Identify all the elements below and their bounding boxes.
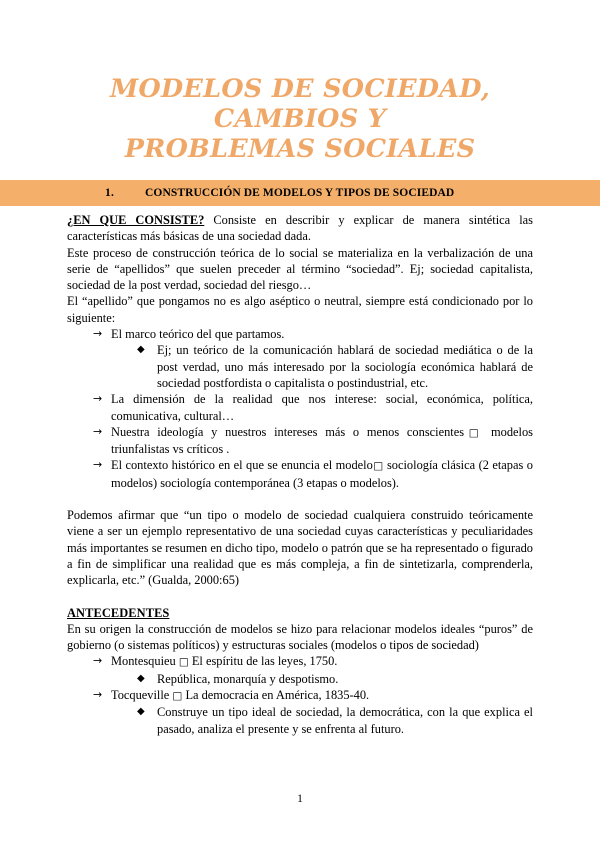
arrow-bullet-icon: → <box>93 327 103 341</box>
list-item-text-after: sociología clásica (2 etapas o modelos) sociología contemporánea (3 etapas o modelos). <box>111 458 533 490</box>
list-item-text-before: Tocqueville <box>111 688 173 703</box>
missing-glyph-box-icon: □ <box>372 460 384 473</box>
list-item-text-before: Nuestra ideología y nuestros intereses más o menos conscientes <box>111 424 465 439</box>
list-item-text-after: La democracia en América, 1835-40. <box>182 688 370 703</box>
list-item-text-before: Montesquieu <box>111 654 179 669</box>
arrow-bullet-icon: → <box>93 458 103 472</box>
diamond-bullet-icon: ◆ <box>137 344 145 356</box>
document-title-line-2: CAMBIOS Y <box>213 104 387 134</box>
spacer <box>67 491 533 507</box>
list-item <box>111 342 533 391</box>
list-item-text-after: El espíritu de las leyes, 1750. <box>188 654 338 669</box>
section-heading: CONSTRUCCIÓN DE MODELOS Y TIPOS DE SOCIEDAD <box>145 187 455 199</box>
paragraph-proceso-construccion: Este proceso de construcción teórica de lo social se materializa en la verbalización de una serie de “apellidos” que suelen preceder al término “sociedad”. Ej; sociedad capitalista, sociedad de la post verdad, sociedad del riesgo… <box>67 245 533 293</box>
arrow-bullet-icon: → <box>93 424 103 438</box>
missing-glyph-box-icon: □ <box>178 656 189 669</box>
list-item <box>67 653 533 687</box>
heading-antecedentes: ANTECEDENTES <box>67 605 170 620</box>
list-item <box>67 687 533 737</box>
document-body <box>67 212 533 737</box>
document-title <box>0 0 600 164</box>
missing-glyph-box-icon: □ <box>464 426 484 439</box>
sublist-montesquieu <box>111 671 533 687</box>
section-number: 1. <box>105 187 115 199</box>
missing-glyph-box-icon: □ <box>172 690 183 703</box>
list-item-text: República, monarquía y despotismo. <box>157 671 339 686</box>
label-en-que-consiste: ¿EN QUE CONSISTE? <box>67 213 205 227</box>
list-item <box>111 704 533 737</box>
paragraph-origen-modelos: En su origen la construcción de modelos se hizo para relacionar modelos ideales “puros” de gobierno (o sistemas políticos) y estructuras sociales (modelos o tipos de sociedad) <box>67 621 533 653</box>
page-number: 1 <box>297 793 303 805</box>
list-item <box>111 671 533 687</box>
sublist-tocqueville <box>111 704 533 737</box>
list-antecedentes <box>67 653 533 736</box>
list-item-text: El marco teórico del que partamos. <box>111 327 285 342</box>
list-item <box>67 457 533 491</box>
paragraph-apellido-condicionado: El “apellido” que pongamos no es algo aséptico o neutral, siempre está condicionado por lo siguiente: <box>67 294 533 325</box>
document-title-line-1: MODELOS DE SOCIEDAD, <box>109 74 491 104</box>
arrow-bullet-icon: → <box>93 392 103 406</box>
list-item <box>67 424 533 458</box>
list-item-text-before: El contexto histórico en el que se enuncia el modelo <box>111 458 373 473</box>
arrow-bullet-icon: → <box>93 688 103 702</box>
paragraph-que-consiste <box>67 212 533 245</box>
list-item <box>67 391 533 424</box>
list-condicionantes <box>67 326 533 491</box>
section-header-band <box>0 180 600 206</box>
sublist-marco-teorico <box>111 342 533 391</box>
text-en-que-consiste: Consiste en describir y explicar de manera sintética las características más básicas de una sociedad dada. <box>67 213 533 244</box>
list-item-text: Construye un tipo ideal de sociedad, la democrática, con la que explica el pasado, analiza el presente y se enfrenta al futuro. <box>157 705 533 736</box>
list-item-text-after: modelos triunfalistas vs críticos . <box>111 424 533 457</box>
arrow-bullet-icon: → <box>93 654 103 668</box>
list-item-text: La dimensión de la realidad que nos interese: social, económica, política, comunicativa, cultural… <box>111 392 533 423</box>
diamond-bullet-icon: ◆ <box>137 706 145 718</box>
paragraph-definicion-gualda: Podemos afirmar que “un tipo o modelo de sociedad cualquiera construido teóricamente viene a ser un ejemplo representativo de una sociedad cuyas características y peculiaridades más importantes se resumen en dicho tipo, modelo o patrón que se ha representado o figurado a fin de simplificar una realidad que es más compleja, a fin de sintetizarla, comprenderla, explicarla, etc.” (Gualda, 2000:65) <box>67 508 533 588</box>
list-item <box>67 326 533 391</box>
document-title-line-3: PROBLEMAS SOCIALES <box>124 134 476 164</box>
list-item-text: Ej; un teórico de la comunicación hablará de sociedad mediática o de la post verdad, uno más interesado por la sociología económica hablará de sociedad postfordista o capitalista o postindustrial, etc. <box>157 343 533 390</box>
spacer <box>67 589 533 605</box>
diamond-bullet-icon: ◆ <box>137 672 145 684</box>
